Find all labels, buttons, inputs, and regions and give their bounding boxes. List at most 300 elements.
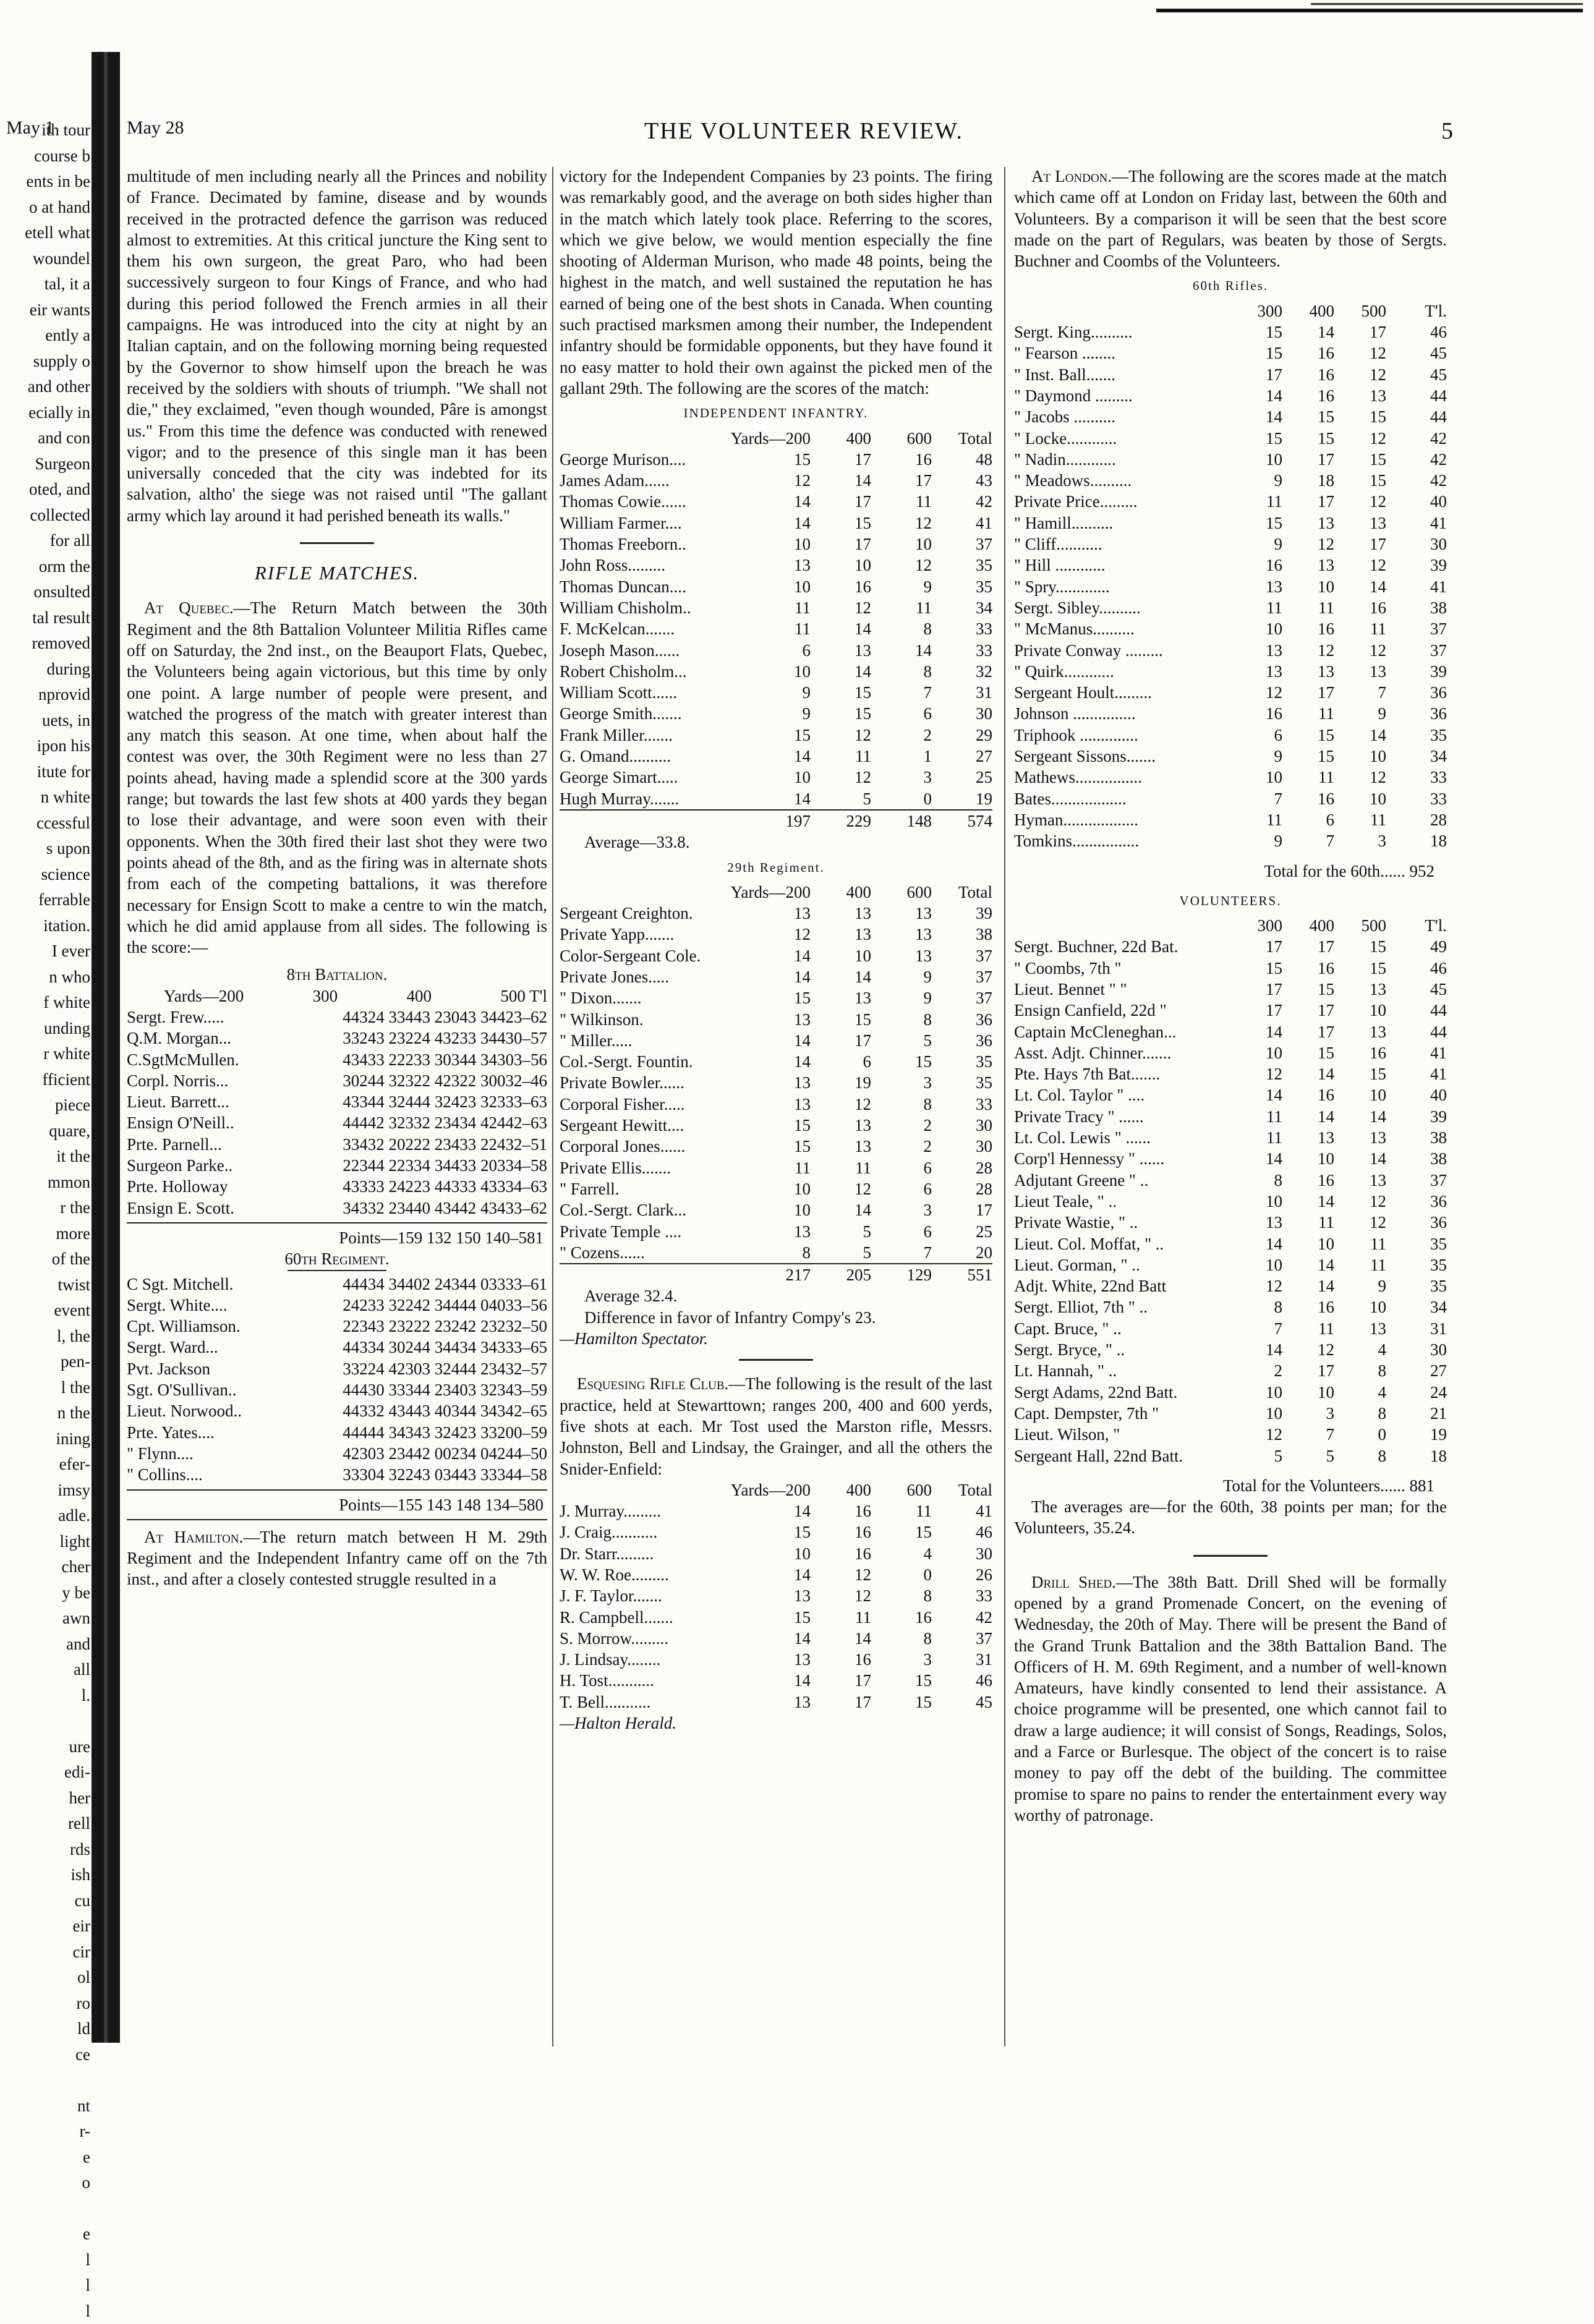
esq-cell: 33 [932, 1585, 992, 1606]
rifles60-cell: 11 [1334, 809, 1386, 830]
rifles60-row [1014, 576, 1447, 597]
column-3 [1014, 166, 1447, 1826]
bat8-header-cell: 400 [407, 985, 432, 1007]
vol-cell: Sergt Adams, 22nd Batt. [1014, 1382, 1230, 1403]
ind-cell: 7 [871, 682, 932, 703]
vol-cell: 8 [1230, 1296, 1282, 1317]
shot-scores: 44332 43443 40344 34342–65 [343, 1400, 547, 1421]
ind-cell: 17 [811, 491, 871, 512]
rifles60-cell: 14 [1230, 406, 1282, 427]
section-divider [739, 1359, 813, 1361]
rifles60-cell: 7 [1230, 788, 1282, 809]
shooter-name: Sergt. White.... [127, 1295, 228, 1316]
rifles60-cell: 16 [1230, 555, 1282, 576]
rifles60-cell: 10 [1230, 449, 1282, 470]
reg29-cell: 217 [759, 1264, 811, 1285]
ind-cell: 16 [871, 449, 932, 470]
vol-cell: 49 [1386, 936, 1447, 957]
ind-cell: 32 [932, 661, 992, 682]
vol-cell: 38 [1386, 1127, 1447, 1148]
reg29-row [560, 1115, 992, 1136]
margin-fragment: o [0, 2170, 90, 2196]
margin-fragment: and other [0, 374, 90, 400]
ind-cell: William Scott...... [560, 682, 759, 703]
bat8-heading: 8th Battalion. [127, 964, 547, 985]
ind-cell: 9 [871, 576, 932, 597]
esq-row [560, 1607, 992, 1628]
reg29-row [560, 1030, 992, 1051]
rifles60-row [1014, 406, 1447, 427]
shot-scores: 33243 23224 43233 34430–57 [343, 1028, 547, 1049]
top-rule-thin [1311, 3, 1583, 5]
vol-cell: Private Tracy " ...... [1014, 1106, 1230, 1127]
reg29-cell: 551 [932, 1264, 992, 1285]
reg29-cell: " Cozens...... [560, 1242, 759, 1264]
esq-cell: 3 [871, 1649, 932, 1670]
reg29-cell: 36 [932, 1009, 992, 1030]
esq-row [560, 1692, 992, 1713]
vol-row [1014, 1106, 1447, 1127]
rifles60-cell: " Quirk............ [1014, 661, 1230, 682]
shot-scores: 30244 32322 42322 30032–46 [343, 1070, 547, 1091]
margin-fragment: r the [0, 1195, 90, 1221]
shot-scores: 33304 32243 03443 33344–58 [343, 1464, 547, 1485]
reg29-cell: 13 [811, 924, 871, 945]
esq-cell: Dr. Starr......... [560, 1543, 759, 1564]
shooter-name: Pvt. Jackson [127, 1358, 210, 1379]
esq-cell: 37 [932, 1628, 992, 1649]
vol-cell: 17 [1282, 936, 1334, 957]
shot-scores: 34332 23440 43442 43433–62 [343, 1198, 547, 1219]
margin-fragment: rds [0, 1837, 90, 1863]
reg29-row [560, 1009, 992, 1030]
reg60-row [127, 1379, 547, 1400]
quebec-text: —The Return Match between the 30th Regiment and the 8th Battalion Volunteer Militia Rifles came off on Saturday, the 2nd inst., on the Beauport Flats, Quebec, the Volunteers being again victorious, but this time by only one point. A large number of people were present, and watched the progress of the match with greater interest than any match this season. At one time, when about half the contest was over, the 30th Regiment were no less than 27 points ahead, having made a splendid score at the 300 yards range; but towards the last few shots at 400 yards they began to lose their advantage, and were soon even with their opponents. When the 30th fired their last shot they were two points ahead of the 8th, and as the firing was in alternate shots from each of the competing battalions, it was therefore necessary for Ensign Scott to make a centre to win the match, which he did amid applause from all sides. The following is the score:— [127, 598, 547, 956]
rifles60-cell: Sergt. Sibley.......... [1014, 597, 1230, 618]
rifles60-cell: 13 [1230, 661, 1282, 682]
rifles60-cell: 10 [1334, 746, 1386, 767]
ind-header [560, 428, 992, 449]
ind-cell: 10 [871, 534, 932, 555]
vol-cell: 18 [1386, 1445, 1447, 1466]
rifles60-cell: 42 [1386, 428, 1447, 449]
rifles60-cell: 12 [1334, 364, 1386, 385]
ind-cell: 12 [871, 555, 932, 576]
rifles60-row [1014, 746, 1447, 767]
esq-cell: 11 [871, 1500, 932, 1522]
esq-cell: 26 [932, 1564, 992, 1585]
rifles60-cell: Sergeant Hoult......... [1014, 682, 1230, 703]
rifles60-cell: 35 [1386, 725, 1447, 746]
rifles60-cell: 40 [1386, 491, 1447, 512]
ind-cell: 13 [759, 555, 811, 576]
margin-fragment: eir [0, 1913, 90, 1939]
vol-row [1014, 1382, 1447, 1403]
esq-cell: 12 [811, 1564, 871, 1585]
rifles60-cell: 13 [1282, 555, 1334, 576]
ind-cell: 42 [932, 491, 992, 512]
shooter-name: Ensign O'Neill.. [127, 1112, 234, 1133]
reg29-row [560, 1136, 992, 1157]
vol-cell: 4 [1334, 1339, 1386, 1360]
margin-fragment: l, the [0, 1324, 90, 1350]
shooter-name: Lieut. Barrett... [127, 1091, 229, 1112]
rifles60-cell: 33 [1386, 788, 1447, 809]
margin-fragment: woundel [0, 246, 90, 272]
reg29-cell: Color-Sergeant Cole. [560, 945, 759, 966]
ind-row [560, 725, 992, 746]
rifles60-cell: 15 [1282, 406, 1334, 427]
vol-cell: 11 [1282, 1212, 1334, 1233]
reg29-cell: 6 [871, 1157, 932, 1178]
margin-fragment: collected [0, 503, 90, 529]
esq-cell: R. Campbell....... [560, 1607, 759, 1628]
vol-cell: 36 [1386, 1191, 1447, 1212]
vol-cell: 45 [1386, 979, 1447, 1000]
vol-cell: 12 [1230, 1063, 1282, 1084]
rifles60-cell: 11 [1230, 597, 1282, 618]
rifles60-cell: 14 [1334, 725, 1386, 746]
vol-cell: Capt. Dempster, 7th " [1014, 1403, 1230, 1424]
hamilton-article [127, 1526, 547, 1590]
reg29-cell: 10 [759, 1178, 811, 1199]
left-margin-fragments [0, 117, 90, 2324]
vol-cell: 44 [1386, 1000, 1447, 1021]
vol-cell: 41 [1386, 1042, 1447, 1063]
vol-cell: 44 [1386, 1021, 1447, 1042]
esq-row [560, 1522, 992, 1543]
margin-fragment: nprovid [0, 682, 90, 708]
rifles60-row [1014, 703, 1447, 724]
reg29-cell: " Miller..... [560, 1030, 759, 1051]
esq-header-cell: Total [932, 1479, 992, 1500]
reg29-cell: 13 [759, 903, 811, 924]
rifles60-cell: 15 [1230, 513, 1282, 534]
shot-scores: 43333 24223 44333 43334–63 [343, 1176, 547, 1197]
shot-scores: 43433 22233 30344 34303–56 [343, 1049, 547, 1070]
rifles60-cell: 44 [1386, 406, 1447, 427]
column-rule-2 [1004, 167, 1005, 2046]
rifles60-cell: 9 [1334, 703, 1386, 724]
margin-fragment: course b [0, 143, 90, 169]
reg29-row [560, 1157, 992, 1178]
rifles60-cell: Private Price......... [1014, 491, 1230, 512]
table-rule [288, 1270, 386, 1271]
rifles60-row [1014, 385, 1447, 406]
rifles60-cell: 15 [1230, 428, 1282, 449]
esq-cell: 16 [811, 1649, 871, 1670]
vol-cell: 13 [1334, 979, 1386, 1000]
rifles60-cell: 6 [1282, 809, 1334, 830]
rifles60-cell: 30 [1386, 534, 1447, 555]
reg29-cell: 8 [871, 1094, 932, 1115]
margin-fragment [0, 2196, 90, 2222]
column-rule-1 [552, 167, 553, 2046]
vol-cell: 10 [1230, 1191, 1282, 1212]
ind-cell: William Farmer.... [560, 513, 759, 534]
vol-cell: Lt. Col. Lewis " ...... [1014, 1127, 1230, 1148]
vol-cell: 14 [1230, 1233, 1282, 1254]
vol-cell: Private Wastie, " .. [1014, 1212, 1230, 1233]
column-1 [127, 166, 547, 1590]
reg29-cell: 36 [932, 1030, 992, 1051]
reg29-cell: Corporal Jones...... [560, 1136, 759, 1157]
rifles60-cell: 13 [1282, 661, 1334, 682]
rifles60-header [1014, 300, 1447, 321]
vol-row [1014, 1339, 1447, 1360]
ind-cell: 48 [932, 449, 992, 470]
ind-cell: 17 [811, 449, 871, 470]
esq-cell: 17 [811, 1692, 871, 1713]
shot-scores: 44334 30244 34434 34333–65 [343, 1337, 547, 1358]
rifles60-cell: 10 [1334, 788, 1386, 809]
margin-fragment: ld [0, 2016, 90, 2042]
reg29-cell: 12 [811, 1094, 871, 1115]
rifles60-cell: 12 [1282, 534, 1334, 555]
rifles60-cell: " Inst. Ball....... [1014, 364, 1230, 385]
ind-cell: 35 [932, 576, 992, 597]
ind-cell: Thomas Cowie...... [560, 491, 759, 512]
reg29-cell: 5 [811, 1221, 871, 1242]
rifles60-row [1014, 364, 1447, 385]
vol-cell: Sergt. Elliot, 7th " .. [1014, 1296, 1230, 1317]
rifles60-heading: 60th Rifles. [1014, 275, 1447, 296]
ind-cell: George Smith....... [560, 703, 759, 724]
esq-cell: 10 [759, 1543, 811, 1564]
rifles60-cell: 13 [1334, 661, 1386, 682]
esq-cell: 42 [932, 1607, 992, 1628]
vol-cell: 5 [1230, 1445, 1282, 1466]
shot-scores: 22343 23222 23242 23232–50 [343, 1316, 547, 1337]
margin-fragment: ol [0, 1965, 90, 1991]
margin-fragment: r- [0, 2119, 90, 2145]
rifles60-cell [1014, 300, 1230, 321]
rifles60-row [1014, 830, 1447, 851]
esq-cell: W. W. Roe......... [560, 1564, 759, 1585]
vol-cell: Captain McCleneghan... [1014, 1021, 1230, 1042]
ind-cell: 14 [759, 491, 811, 512]
margin-fragment: science [0, 862, 90, 888]
margin-fragment: tal, it a [0, 271, 90, 297]
vol-cell: " Coombs, 7th " [1014, 958, 1230, 979]
vol-row [1014, 1275, 1447, 1296]
esq-header-cell: 400 [811, 1479, 871, 1500]
margin-fragment: it the [0, 1144, 90, 1170]
vol-cell: 27 [1386, 1360, 1447, 1381]
ind-cell: 11 [759, 597, 811, 618]
bat8-header-cell: Yards—200 [164, 985, 244, 1007]
rifles60-row [1014, 725, 1447, 746]
reg60-row [127, 1274, 547, 1295]
vol-cell: 10 [1334, 1296, 1386, 1317]
vol-cell: 12 [1230, 1275, 1282, 1296]
ind-cell: 1 [871, 746, 932, 767]
rifles60-cell: 42 [1386, 449, 1447, 470]
rifles60-row [1014, 449, 1447, 470]
margin-fragment: r white [0, 1041, 90, 1067]
rifles60-row [1014, 597, 1447, 618]
vol-row [1014, 1212, 1447, 1233]
ind-cell: 12 [811, 767, 871, 788]
margin-fragment: ining [0, 1426, 90, 1452]
vol-cell: 16 [1282, 1084, 1334, 1105]
reg29-cell: 13 [811, 903, 871, 924]
ind-total [560, 810, 992, 832]
bat8-score-rows [127, 1007, 547, 1219]
esq-cell: H. Tost........... [560, 1670, 759, 1691]
vol-cell: 16 [1282, 1170, 1334, 1191]
rifles60-total: Total for the 60th...... 952 [1014, 861, 1447, 882]
vol-cell: 10 [1282, 1233, 1334, 1254]
bat8-header-cell: 500 T'l [500, 985, 547, 1007]
reg29-cell: 37 [932, 966, 992, 987]
margin-fragment: l [0, 2299, 90, 2324]
reg29-cell: 30 [932, 1115, 992, 1136]
esq-cell: 46 [932, 1670, 992, 1691]
ind-cell: Hugh Murray....... [560, 788, 759, 810]
bat8-row [127, 1070, 547, 1091]
shot-scores: 33224 42303 32444 23432–57 [343, 1358, 547, 1379]
esquesing-source: —Halton Herald. [560, 1713, 992, 1734]
rifles60-row [1014, 343, 1447, 364]
vol-cell: 10 [1230, 1403, 1282, 1424]
ind-cell: 14 [811, 661, 871, 682]
rifles60-cell: 17 [1334, 321, 1386, 343]
vol-row [1014, 979, 1447, 1000]
rifles60-cell: 44 [1386, 385, 1447, 406]
running-head-left-b: May 28 [127, 117, 184, 145]
esq-cell: T. Bell........... [560, 1692, 759, 1713]
reg29-cell: 17 [811, 1030, 871, 1051]
esq-cell: 0 [871, 1564, 932, 1585]
vol-cell: 12 [1230, 1424, 1282, 1445]
margin-fragment: ipon his [0, 733, 90, 759]
margin-fragment: removed [0, 631, 90, 657]
reg29-cell: 14 [811, 966, 871, 987]
ind-row [560, 491, 992, 512]
shooter-name: Surgeon Parke.. [127, 1155, 232, 1176]
margin-fragment: ents in be [0, 169, 90, 195]
esquesing-text: —The following is the result of the last practice, held at Stewarttown; ranges 200, 400 and 600 yerds, five shots at each. Mr Tost used the Marston rifle, Messrs. Johnston, Bell and Lindsay, the Grainger, and all the others the Snider-Enfield: [560, 1374, 992, 1478]
rifles60-row [1014, 534, 1447, 555]
esq-cell: 13 [759, 1649, 811, 1670]
vol-header [1014, 915, 1447, 936]
esq-cell: 14 [759, 1564, 811, 1585]
vol-cell: 10 [1282, 1382, 1334, 1403]
ind-cell: James Adam...... [560, 470, 759, 491]
vol-cell: 41 [1386, 1063, 1447, 1084]
ind-cell: 17 [871, 470, 932, 491]
reg29-row [560, 1242, 992, 1264]
rifles60-cell: 15 [1334, 470, 1386, 491]
reg29-cell: 2 [871, 1136, 932, 1157]
reg60-row [127, 1422, 547, 1443]
volunteers-table [1014, 915, 1447, 1466]
margin-fragment: ccessful [0, 811, 90, 836]
shot-scores: 42303 23442 00234 04244–50 [343, 1443, 547, 1464]
shooter-name: Sgt. O'Sullivan.. [127, 1379, 236, 1400]
reg29-cell: 25 [932, 1221, 992, 1242]
rifles60-cell: 11 [1282, 703, 1334, 724]
esq-cell: 46 [932, 1522, 992, 1543]
reg29-row [560, 987, 992, 1008]
ind-cell: 29 [932, 725, 992, 746]
rifles60-cell: 33 [1386, 767, 1447, 788]
rifles60-cell: 7 [1334, 682, 1386, 703]
reg60-row [127, 1443, 547, 1464]
rifles60-cell: 16 [1282, 385, 1334, 406]
vol-cell: 21 [1386, 1403, 1447, 1424]
esq-cell: 14 [811, 1628, 871, 1649]
esq-cell: 8 [871, 1628, 932, 1649]
rifles60-cell: 14 [1334, 576, 1386, 597]
rifles60-cell: " Meadows.......... [1014, 470, 1230, 491]
esq-row [560, 1543, 992, 1564]
margin-fragment: itute for [0, 759, 90, 785]
esq-cell: 45 [932, 1692, 992, 1713]
vol-cell: 14 [1282, 1106, 1334, 1127]
independent-average: Average—33.8. [560, 832, 992, 853]
ind-row [560, 555, 992, 576]
margin-fragment: l [0, 2273, 90, 2299]
ind-cell: 229 [811, 810, 871, 832]
shot-scores: 22344 22334 34433 20334–58 [343, 1155, 547, 1176]
margin-fragment: ish [0, 1862, 90, 1888]
ind-cell: 17 [811, 534, 871, 555]
rifles60-cell: 9 [1230, 470, 1282, 491]
shooter-name: Prte. Yates.... [127, 1422, 215, 1443]
margin-fragment [0, 1708, 90, 1734]
rifles60-cell: 15 [1334, 449, 1386, 470]
ind-row [560, 767, 992, 788]
vol-cell: 15 [1230, 958, 1282, 979]
ind-cell: 8 [871, 661, 932, 682]
reg29-cell: 5 [871, 1030, 932, 1051]
esq-cell: 30 [932, 1543, 992, 1564]
margin-fragment: l the [0, 1375, 90, 1401]
margin-fragment: s upon [0, 836, 90, 862]
rifles60-cell: Sergt. King.......... [1014, 321, 1230, 343]
ind-cell: 10 [759, 534, 811, 555]
shooter-name: Q.M. Morgan... [127, 1028, 231, 1049]
rifles60-cell: 14 [1282, 321, 1334, 343]
vol-cell: Corp'l Hennessy " ...... [1014, 1148, 1230, 1169]
vol-cell: 8 [1334, 1445, 1386, 1466]
reg60-row [127, 1295, 547, 1316]
reg29-cell: 39 [932, 903, 992, 924]
esq-cell: 4 [871, 1543, 932, 1564]
ind-row [560, 470, 992, 491]
margin-fragment: l. [0, 1683, 90, 1709]
vol-cell: 40 [1386, 1084, 1447, 1105]
margin-fragment: ecially in [0, 400, 90, 426]
esq-cell: 16 [811, 1543, 871, 1564]
reg29-cell: 12 [759, 924, 811, 945]
binding-spine [92, 52, 120, 2043]
reg29-cell: 35 [932, 1072, 992, 1093]
reg29-cell: 28 [932, 1178, 992, 1199]
vol-cell: Pte. Hays 7th Bat....... [1014, 1063, 1230, 1084]
rifles60-row [1014, 428, 1447, 449]
ind-cell: F. McKelcan....... [560, 618, 759, 639]
shooter-name: C Sgt. Mitchell. [127, 1274, 234, 1295]
reg29-cell: 10 [811, 945, 871, 966]
vol-cell: 8 [1334, 1403, 1386, 1424]
esq-cell: 14 [759, 1670, 811, 1691]
margin-fragment: imsy [0, 1478, 90, 1504]
reg29-cell: 15 [871, 1051, 932, 1072]
esq-cell: 14 [759, 1500, 811, 1522]
